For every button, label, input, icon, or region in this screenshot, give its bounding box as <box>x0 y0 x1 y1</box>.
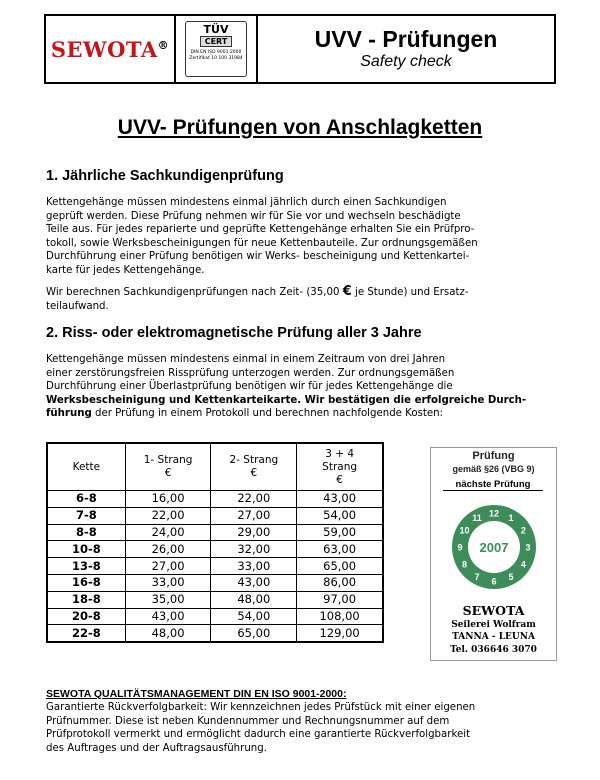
page-title: UVV- Prüfungen von Anschlagketten <box>117 116 483 139</box>
section-1-paragraph-2 <box>46 285 556 313</box>
logo-box <box>46 16 176 82</box>
tuv-certificate-number: Zertifikat 10 100 31984 <box>189 55 243 61</box>
cell-price: 86,00 <box>297 574 383 591</box>
cell-price: 108,00 <box>297 608 383 625</box>
cell-chain-size: 22-8 <box>47 625 125 642</box>
column-header-2-strang: 2- Strang € <box>211 443 297 491</box>
table-row <box>47 524 383 541</box>
section-1-paragraph-1 <box>46 196 556 277</box>
disc-month-label: 4 <box>520 559 526 570</box>
disc-month-label: 5 <box>508 571 514 582</box>
cell-price: 48,00 <box>211 591 297 608</box>
table-row <box>47 591 383 608</box>
tuv-small-print <box>189 50 243 61</box>
sticker-location: TANNA - LEUNA <box>452 632 535 642</box>
cell-price: 65,00 <box>297 558 383 575</box>
text-line: Prüfprotokoll vermerkt und ermöglicht dadurch eine garantierte Rückverfolgbarkeit <box>46 729 471 740</box>
section-2-paragraph <box>46 353 556 421</box>
text-line <box>46 285 556 300</box>
cell-price: 63,00 <box>297 541 383 558</box>
cell-price: 48,00 <box>125 625 211 642</box>
sticker-phone: Tel. 036646 3070 <box>450 645 537 655</box>
sticker-regulation: gemäß §26 (VBG 9) <box>452 464 535 474</box>
bold-text: Werksbescheinigung und Kettenkarteikarte. Wir bestätigen die erfolgreiche Durch- <box>46 394 527 406</box>
cell-price: 32,00 <box>211 541 297 558</box>
disc-month-label: 10 <box>459 525 470 536</box>
header-subtitle: Safety check <box>360 53 452 70</box>
text-line: Prüfnummer. Diese ist neben Kundennummer und Rechnungsnummer auf dem <box>46 715 450 727</box>
disc-month-label: 11 <box>472 513 482 524</box>
cell-chain-size: 6-8 <box>47 491 125 508</box>
euro-sign: € <box>342 284 352 299</box>
cell-price: 29,00 <box>211 524 297 541</box>
cell-price: 16,00 <box>125 491 211 508</box>
text-line: einer zerstörungsfreien Rissprüfung unterzogen werden. Zur ordnungsgemäßen <box>46 367 455 379</box>
registered-mark: ® <box>157 38 170 52</box>
text-line: geprüft werden. Diese Prüfung nehmen wir für Sie vor und wechseln beschädigte <box>46 210 461 222</box>
cell-price: 59,00 <box>297 524 383 541</box>
header-title: UVV - Prüfungen <box>314 26 498 52</box>
tuv-cert-badge <box>185 21 247 77</box>
table-header-row <box>47 443 383 491</box>
cell-price: 54,00 <box>211 608 297 625</box>
text-line: Kettengehänge müssen mindestens einmal jährlich durch einen Sachkundigen <box>46 197 447 208</box>
tuv-word: TÜV <box>203 23 229 36</box>
tuv-box <box>176 16 258 82</box>
table-row <box>47 608 383 625</box>
disc-month-label: 1 <box>508 513 514 524</box>
table-row <box>47 558 383 575</box>
column-header-kette: Kette <box>47 443 125 491</box>
logo-text: SEWOTA <box>50 36 158 62</box>
cell-price: 129,00 <box>297 625 383 642</box>
text-line: Teile aus. Für jedes reparierte und geprüfte Kettengehänge erhalten Sie ein Prüfpro- <box>46 224 475 235</box>
cell-price: 43,00 <box>297 491 383 508</box>
text-line: Durchführung einer Überlastprüfung benötigen wir für jedes Kettengehänge die <box>46 381 453 392</box>
text-line: Durchführung einer Prüfung benötigen wir Werks- bescheinigung und Kettenkartei- <box>46 251 470 262</box>
inspection-sticker <box>430 447 557 661</box>
tuv-standard: DIN EN ISO 9001:2000 <box>190 50 242 55</box>
cell-price: 97,00 <box>297 591 383 608</box>
qm-paragraph <box>46 701 556 755</box>
text-line <box>46 394 556 408</box>
disc-month-label: 6 <box>491 576 497 587</box>
cell-chain-size: 13-8 <box>47 558 125 575</box>
sewota-logo <box>51 37 169 62</box>
cell-price: 27,00 <box>211 507 297 524</box>
tuv-cert-label: CERT <box>200 36 233 47</box>
cell-chain-size: 10-8 <box>47 541 125 558</box>
text-line: teilaufwand. <box>46 300 109 312</box>
disc-month-label: 12 <box>488 508 500 519</box>
cell-price: 27,00 <box>125 558 211 575</box>
title-box <box>258 16 554 82</box>
cell-price: 22,00 <box>211 491 297 508</box>
price-table <box>46 442 384 643</box>
price-text-b: je Stunde) und Ersatz- <box>351 287 469 298</box>
cell-price: 22,00 <box>125 507 211 524</box>
table-row <box>47 507 383 524</box>
cell-price: 54,00 <box>297 507 383 524</box>
cell-price: 33,00 <box>211 558 297 575</box>
cell-price: 43,00 <box>125 608 211 625</box>
disc-month-label: 7 <box>474 571 480 582</box>
cell-price: 65,00 <box>211 625 297 642</box>
sticker-company: SEWOTA <box>462 603 525 618</box>
table-row <box>47 541 383 558</box>
sticker-next-check: nächste Prüfung <box>443 479 543 491</box>
cell-price: 24,00 <box>125 524 211 541</box>
sticker-company-line: Seilerei Wolfram <box>451 620 536 630</box>
bold-text: führung <box>46 408 92 419</box>
cell-chain-size: 8-8 <box>47 524 125 541</box>
cell-chain-size: 18-8 <box>47 591 125 608</box>
cell-chain-size: 16-8 <box>47 574 125 591</box>
cell-price: 43,00 <box>211 574 297 591</box>
qm-title: SEWOTA QUALITÄTSMANAGEMENT DIN EN ISO 9001-2000: <box>46 688 347 700</box>
disc-month-label: 2 <box>520 525 526 536</box>
column-header-3-4-strang: 3 + 4 Strang € <box>297 443 383 491</box>
cell-price: 26,00 <box>125 541 211 558</box>
column-header-1-strang: 1- Strang € <box>125 443 211 491</box>
disc-year: 2007 <box>479 540 509 555</box>
cell-chain-size: 20-8 <box>47 608 125 625</box>
text-line: Garantierte Rückverfolgbarkeit: Wir kennzeichnen jedes Prüfstück mit einer eigenen <box>46 702 476 713</box>
cell-chain-size: 7-8 <box>47 507 125 524</box>
text-line: Kettengehänge müssen mindestens einmal in einem Zeitraum von drei Jahren <box>46 354 446 365</box>
table-row <box>47 574 383 591</box>
cell-price: 33,00 <box>125 574 211 591</box>
disc-month-label: 8 <box>462 559 468 570</box>
text-line: karte für jedes Kettengehänge. <box>46 264 205 276</box>
section-2-title: 2. Riss- oder elektromagnetische Prüfung aller 3 Jahre <box>46 325 422 341</box>
document-header <box>44 14 556 84</box>
section-1-title: 1. Jährliche Sachkundigenprüfung <box>46 168 284 184</box>
table-row <box>47 491 383 508</box>
table-row <box>47 625 383 642</box>
price-text-a: Wir berechnen Sachkundigenprüfungen nach Zeit- (35,00 <box>46 287 343 298</box>
text-line: tokoll, sowie Werksbescheinigungen für neue Kettenbauteile. Zur ordnungsgemäßen <box>46 237 478 249</box>
cell-price: 35,00 <box>125 591 211 608</box>
text-rest: der Prüfung in einem Protokoll und berechnen nachfolgende Kosten: <box>91 408 444 419</box>
sticker-title: Prüfung <box>472 450 515 462</box>
text-line: des Auftrages und der Auftragsausführung. <box>46 742 267 754</box>
disc-month-label: 9 <box>457 542 463 553</box>
text-line <box>46 407 556 421</box>
inspection-disc-icon <box>451 504 537 590</box>
disc-month-label: 3 <box>525 542 531 553</box>
